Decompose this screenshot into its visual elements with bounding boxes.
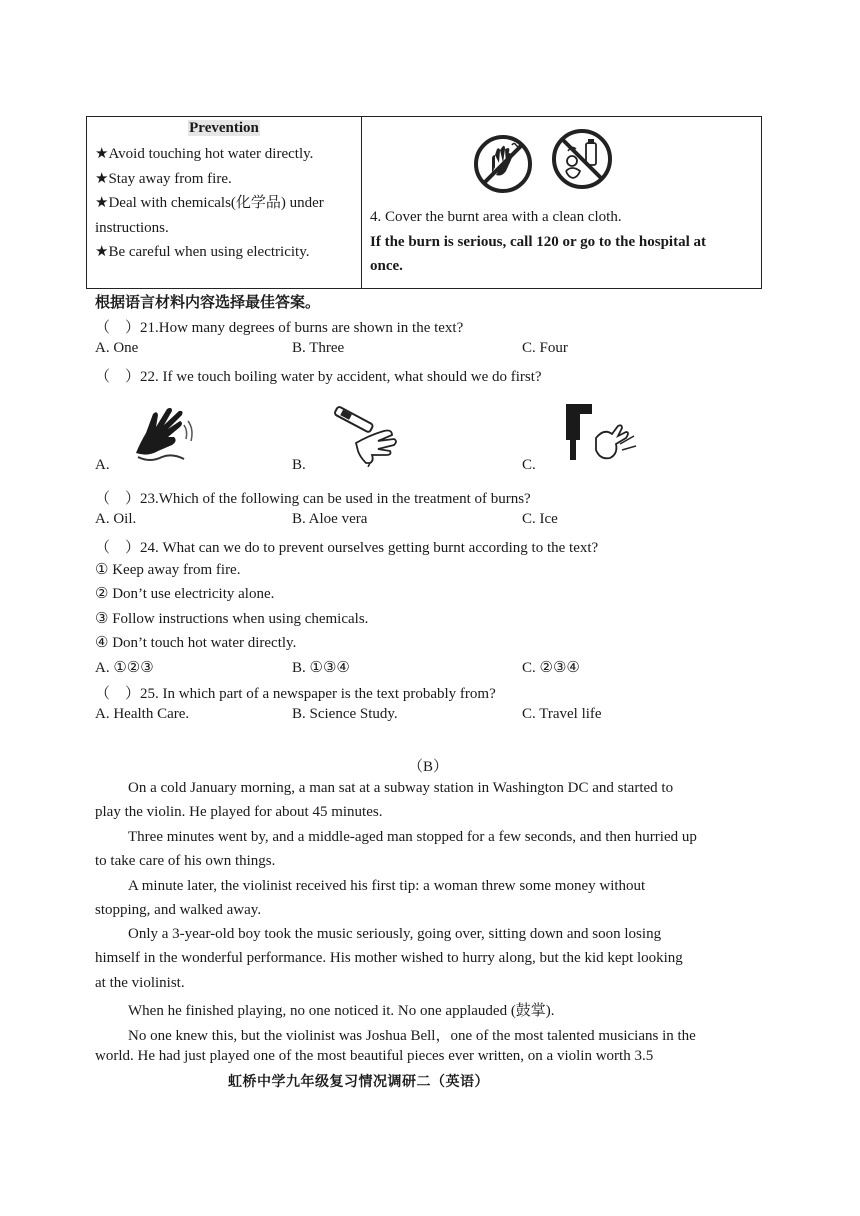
passage-line: stopping, and walked away.	[95, 902, 262, 918]
instructions: 根据语言材料内容选择最佳答案。	[95, 293, 321, 311]
question-22: （ ）22. If we touch boiling water by accident, what should we do first?	[95, 369, 542, 385]
q22-option-a: A.	[95, 457, 110, 473]
passage-line: at the violinist.	[95, 975, 185, 991]
q24-statement-2: ② Don’t use electricity alone.	[95, 586, 275, 602]
hand-hot-water-prohibited-icon	[472, 133, 534, 195]
question-24: （ ）24. What can we do to prevent ourselves getting burnt according to the text?	[95, 540, 599, 556]
passage-line: Only a 3-year-old boy took the music seriously, going over, sitting down and soon losing	[128, 926, 662, 942]
treatment-step-4: 4. Cover the burnt area with a clean cloth.	[370, 209, 622, 225]
q24-statement-1: ① Keep away from fire.	[95, 562, 241, 578]
passage-line: When he finished playing, no one noticed it. No one applauded (鼓掌).	[128, 1003, 555, 1019]
treatment-cell	[362, 117, 762, 289]
q23-option-b: B. Aloe vera	[292, 511, 368, 527]
passage-line: himself in the wonderful performance. His mother wished to hurry along, but the kid kept looking	[95, 950, 683, 966]
question-23: （ ）23.Which of the following can be used in the treatment of burns?	[95, 491, 531, 507]
passage-line: to take care of his own things.	[95, 853, 276, 869]
prevention-item: ★Be careful when using electricity.	[95, 244, 310, 260]
q25-option-c: C. Travel life	[522, 706, 602, 722]
prevention-heading: Prevention	[189, 120, 259, 136]
q25-option-a: A. Health Care.	[95, 706, 190, 722]
section-b-heading: （B）	[408, 759, 449, 775]
safety-icons	[362, 117, 761, 205]
serious-burn-line-2: once.	[370, 258, 403, 274]
passage-line: A minute later, the violinist received his first tip: a woman threw some money without	[128, 878, 646, 894]
q22-option-b: B.	[292, 457, 306, 473]
passage-line: play the violin. He played for about 45 minutes.	[95, 804, 383, 820]
q23-option-a: A. Oil.	[95, 511, 137, 527]
prevention-item: instructions.	[95, 219, 169, 236]
q24-option-a: A. ①②③	[95, 660, 154, 676]
passage-line: On a cold January morning, a man sat at a subway station in Washington DC and started to	[128, 780, 674, 796]
q24-statement-4: ④ Don’t touch hot water directly.	[95, 635, 297, 651]
q22-option-c: C.	[522, 457, 536, 473]
q24-option-b: B. ①③④	[292, 660, 350, 676]
passage-line: world. He had just played one of the most beautiful pieces ever written, on a violin worth 3.5	[95, 1048, 654, 1064]
prevention-item: ★Stay away from fire.	[95, 170, 232, 187]
q24-option-c: C. ②③④	[522, 660, 580, 676]
hand-with-fan-icon	[560, 400, 640, 470]
question-25: （ ）25. In which part of a newspaper is the text probably from?	[95, 686, 496, 702]
passage-line: No one knew this, but the violinist was Joshua Bell，one of the most talented musicians in the	[128, 1028, 696, 1044]
hand-under-running-water-icon	[128, 403, 210, 465]
q21-option-a: A. One	[95, 340, 139, 356]
prevention-item: ★Avoid touching hot water directly.	[95, 146, 314, 162]
question-21: （ ）21.How many degrees of burns are shown in the text?	[95, 320, 464, 336]
prevention-cell	[87, 117, 362, 289]
q24-statement-3: ③ Follow instructions when using chemicals.	[95, 611, 369, 627]
q25-option-b: B. Science Study.	[292, 706, 398, 722]
q21-option-b: B. Three	[292, 340, 345, 356]
passage-line: Three minutes went by, and a middle-aged man stopped for a few seconds, and then hurried up	[128, 829, 697, 845]
prevention-item: ★Deal with chemicals(化学品) under	[95, 195, 324, 211]
serious-burn-line-1: If the burn is serious, call 120 or go to the hospital at	[370, 233, 706, 250]
q21-option-c: C. Four	[522, 340, 568, 356]
q23-option-c: C. Ice	[522, 511, 558, 527]
prevention-table	[86, 116, 762, 289]
hand-with-ointment-icon	[326, 405, 406, 467]
no-children-chemicals-icon	[550, 127, 614, 191]
page-footer: 虹桥中学九年级复习情况调研二（英语）	[228, 1074, 489, 1090]
